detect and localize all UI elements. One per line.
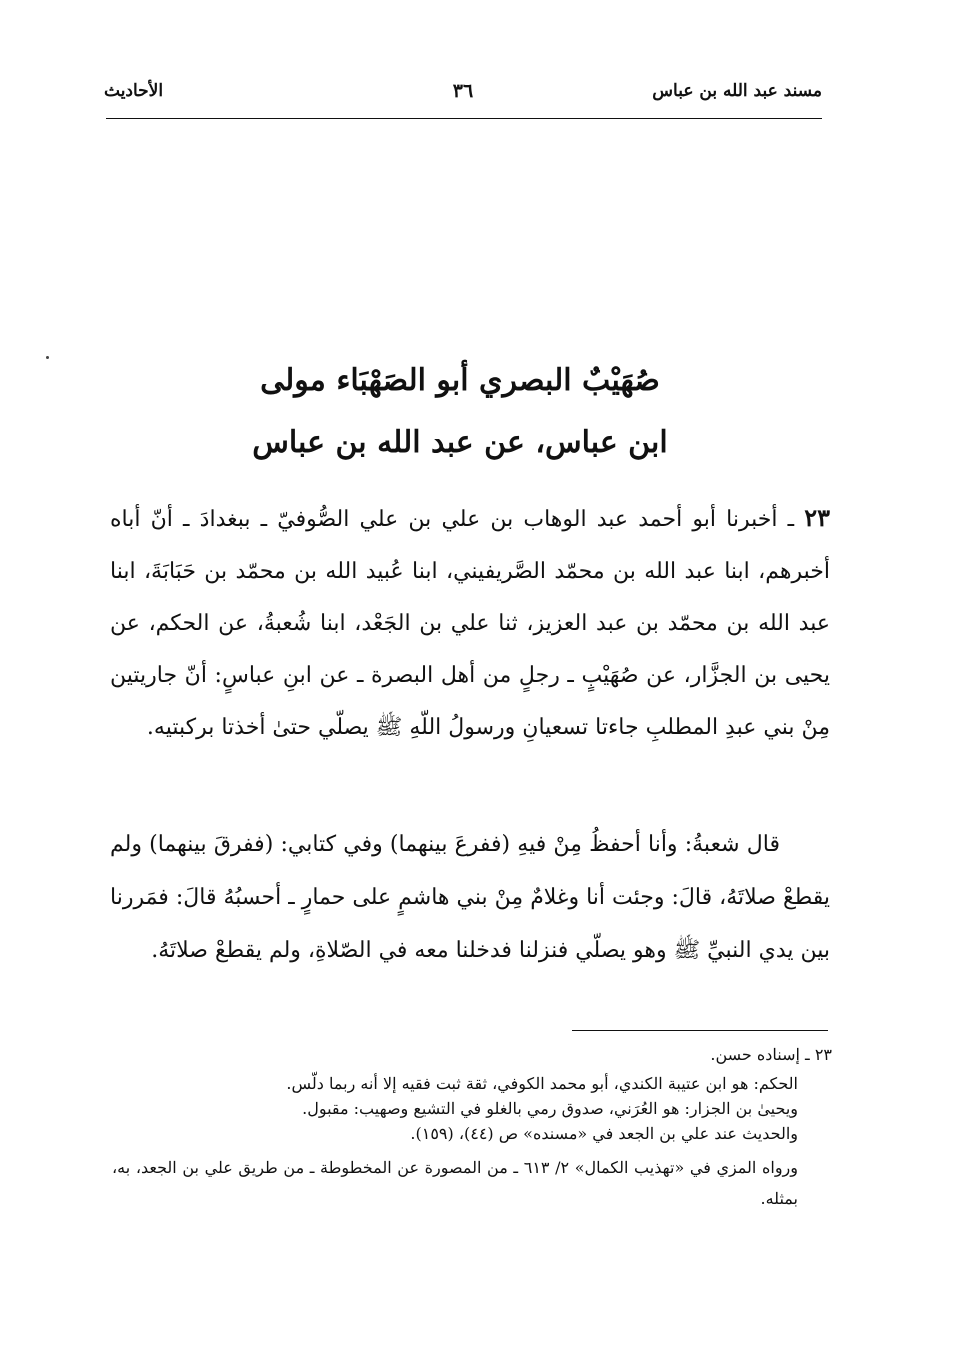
- hadith-number: ٢٣: [804, 503, 830, 532]
- page-number: ٣٦: [452, 80, 474, 102]
- footnote-1: الحكم: هو ابن عتيبة الكندي، أبو محمد الكوفي، ثقة ثبت فقيه إلا أنه ربما دلّس.: [286, 1074, 798, 1093]
- book-title: مسند عبد الله بن عباس: [652, 81, 822, 101]
- scan-speck: [46, 356, 49, 359]
- chapter-title: [160, 350, 760, 474]
- footnote-rule: [572, 1030, 828, 1031]
- footnote-3: والحديث عند علي بن الجعد في «مسنده» ص (٤٤)، (١٥٩).: [410, 1124, 798, 1143]
- chapter-title-line-2: ابن عباس، عن عبد الله بن عباس: [252, 425, 668, 460]
- chapter-title-line-1: صُهَيْبٌ البصري أبو الصَهْبَاء مولى: [260, 363, 660, 398]
- hadith-comment: قال شعبةُ: وأنا أحفظُ مِنْ فيهِ (ففرعَ بينهما) وفي كتابي: (ففرقَ بينهما) ولم يقطعْ صلاتَهُ، قالَ: وجئت أنا وغلامٌ مِنْ بني هاشمٍ على حمارٍ ـ أحسبُهُ قالَ: فمَررنا بين يدي النبيِّ ﷺ وهو يصلّي فنزلنا فدخلنا معه في الصّلاةِ، ولم يقطعْ صلاتَهُ.: [110, 832, 830, 963]
- footnote-main: ٢٣ ـ إسناده حسن.: [710, 1045, 832, 1064]
- footnotes: [112, 1042, 832, 1214]
- hadith-paragraph: [110, 492, 830, 754]
- section-name: الأحاديث: [104, 81, 164, 101]
- hadith-text: ـ أخبرنا أبو أحمد عبد الوهاب بن علي بن علي الصُّوفيّ ـ ببغدادَ ـ أنّ أباه أخبرهم، ابنا عبد الله بن محمّد الصَّريفيني، ابنا عُبيد الله بن محمّد بن حَبَابَةَ، ابنا عبد الله بن محمّد بن عبد العزيز، ثنا علي بن الجَعْد، ابنا شُعبةُ، عن الحكم، عن يحيى بن الجزَّار، عن صُهَيْبٍ ـ رجلٍ من أهل البصرة ـ عن ابنِ عباسٍ: أنّ جاريتين مِنْ بني عبدِ المطلبِ جاءتا تسعيانِ ورسولُ اللّهِ ﷺ يصلّي حتىٰ أخذتا بركبتيه.: [110, 507, 830, 740]
- footnote-2: ويحيىٰ بن الجزار: هو العُرَني، صدوق رمي بالغلو في التشيع وصهيب: مقبول.: [302, 1099, 798, 1118]
- footnote-4: ورواه المزي في «تهذيب الكمال» ٢/ ٦١٣ ـ من المصورة عن المخطوطة ـ من طريق علي بن الجعد، به، بمثله.: [112, 1158, 798, 1208]
- header-rule: [106, 118, 822, 119]
- running-header: [104, 76, 822, 110]
